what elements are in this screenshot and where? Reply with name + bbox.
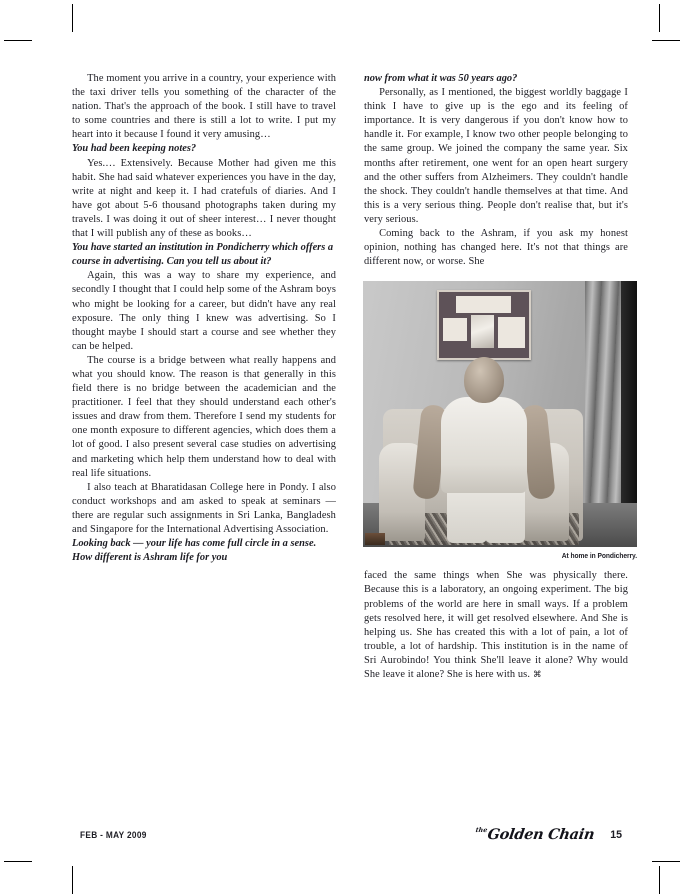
crop-mark-bottom-right-horizontal [652,861,680,862]
paragraph: Yes.… Extensively. Because Mother had given me this habit. She had said whatever experiences you have in the day, write at night and keep it. I had cratefuls of diaries. And I have got about 5-6 thousand photographs taken during my travels. I was doing it out of sheer interest… I never thought that I will publish any of these as books… [72,157,336,240]
issue-date: FEB - MAY 2009 [80,830,147,840]
paragraph: Personally, as I mentioned, the biggest worldly baggage I think I have to give up is the ego and its feeling of importance. It is very dangerous if you don't know how to handle it. For example, I know two other people belonging to the same group. We joined the company the same year. Six months after retirement, one went for an open heart surgery and the other suffers from Alzheimers. They couldn't handle the shock. They couldn't handle themselves at that time. And this is a very serious thing. People don't realise that, but it's very serious. [364,87,628,225]
paragraph [364,569,628,682]
magazine-page [72,72,637,862]
end-of-article-ornament: ⌘ [533,669,542,680]
masthead-logo [474,826,596,843]
crop-mark-bottom-left-horizontal [4,861,32,862]
masthead-title: Golden Chain [486,826,596,843]
interview-question: You have started an institution in Pondicherry which offers a course in advertising. Can you tell us about it? [72,242,334,268]
noticeboard-portrait [471,315,494,348]
page-number: 15 [610,829,622,841]
masthead-the: the [474,826,488,834]
crop-mark-top-left-vertical [72,4,73,32]
noticeboard-slip [498,317,525,348]
column-left [72,72,336,565]
interview-question-continued: now from what it was 50 years ago? [364,73,518,84]
person-torso [441,397,527,493]
paragraph: The course is a bridge between what really happens and what you should know. The reason is that generally in this field there is no bridge between the academician and the practitioner. I feel that they should understand each other's issues and draw from them. Therefore I send my students for one month exposure to different agencies, which does them a lot of good. I also present several case studies on advertising and marketing which help them understand how to deal with real life situations. [72,354,336,479]
noticeboard-slip [443,318,467,341]
crop-mark-bottom-left-vertical [72,866,73,894]
paragraph: Again, this was a way to share my experience, and secondly I thought that I could help some of the Ashram boys who might be looking for a career, but didn't have any real exposure. The only thing I knew was advertising. So I thought maybe I should start a course and see whether they can be helped. [72,270,336,352]
noticeboard-slip [456,296,511,313]
photograph [363,281,637,547]
crop-mark-top-left-horizontal [4,40,32,41]
column-right [364,72,637,682]
paragraph-text: faced the same things when She was physically there. Because this is a laboratory, an ongoing experiment. The big problems of the world are here in small ways. If a problem gets resolved here, it will get resolved elsewhere. And She is helping us. She has created this with a lot of pain, a lot of trouble, a lot of hardship. This institution is in the name of Sri Aurobindo! You think She'll leave it alone? Why would She leave it alone? She is here with us. [364,570,628,680]
text-columns [72,72,637,802]
figure-caption: At home in Pondicherry. [561,551,637,561]
page-footer [72,826,628,852]
wall-noticeboard [437,290,531,360]
crop-mark-top-right-vertical [659,4,660,32]
interview-question: Looking back — your life has come full circle in a sense. How different is Ashram life for you [72,538,317,564]
paragraph: I also teach at Bharatidasan College here in Pondy. I also conduct workshops and am asked to speak at seminars — there are regular such assignments in Sri Lanka, Bangladesh and Singapore for the International Advertising Association. [72,481,336,535]
interview-question: You had been keeping notes? [72,143,197,155]
floor-object [365,533,385,545]
paragraph: Coming back to the Ashram, if you ask my honest opinion, nothing has changed here. It's not that things are different now, or worse. She [364,228,628,268]
person-head [464,357,504,403]
paragraph: The moment you arrive in a country, your experience with the taxi driver tells you something of the character of the nation. That's the approach of the book. I still have to travel to some countries and there is still a lot to write. I put my heart into it because I found it very amusing… [72,73,336,141]
crop-mark-top-right-horizontal [652,40,680,41]
figure [363,281,637,560]
crop-mark-bottom-right-vertical [659,866,660,894]
